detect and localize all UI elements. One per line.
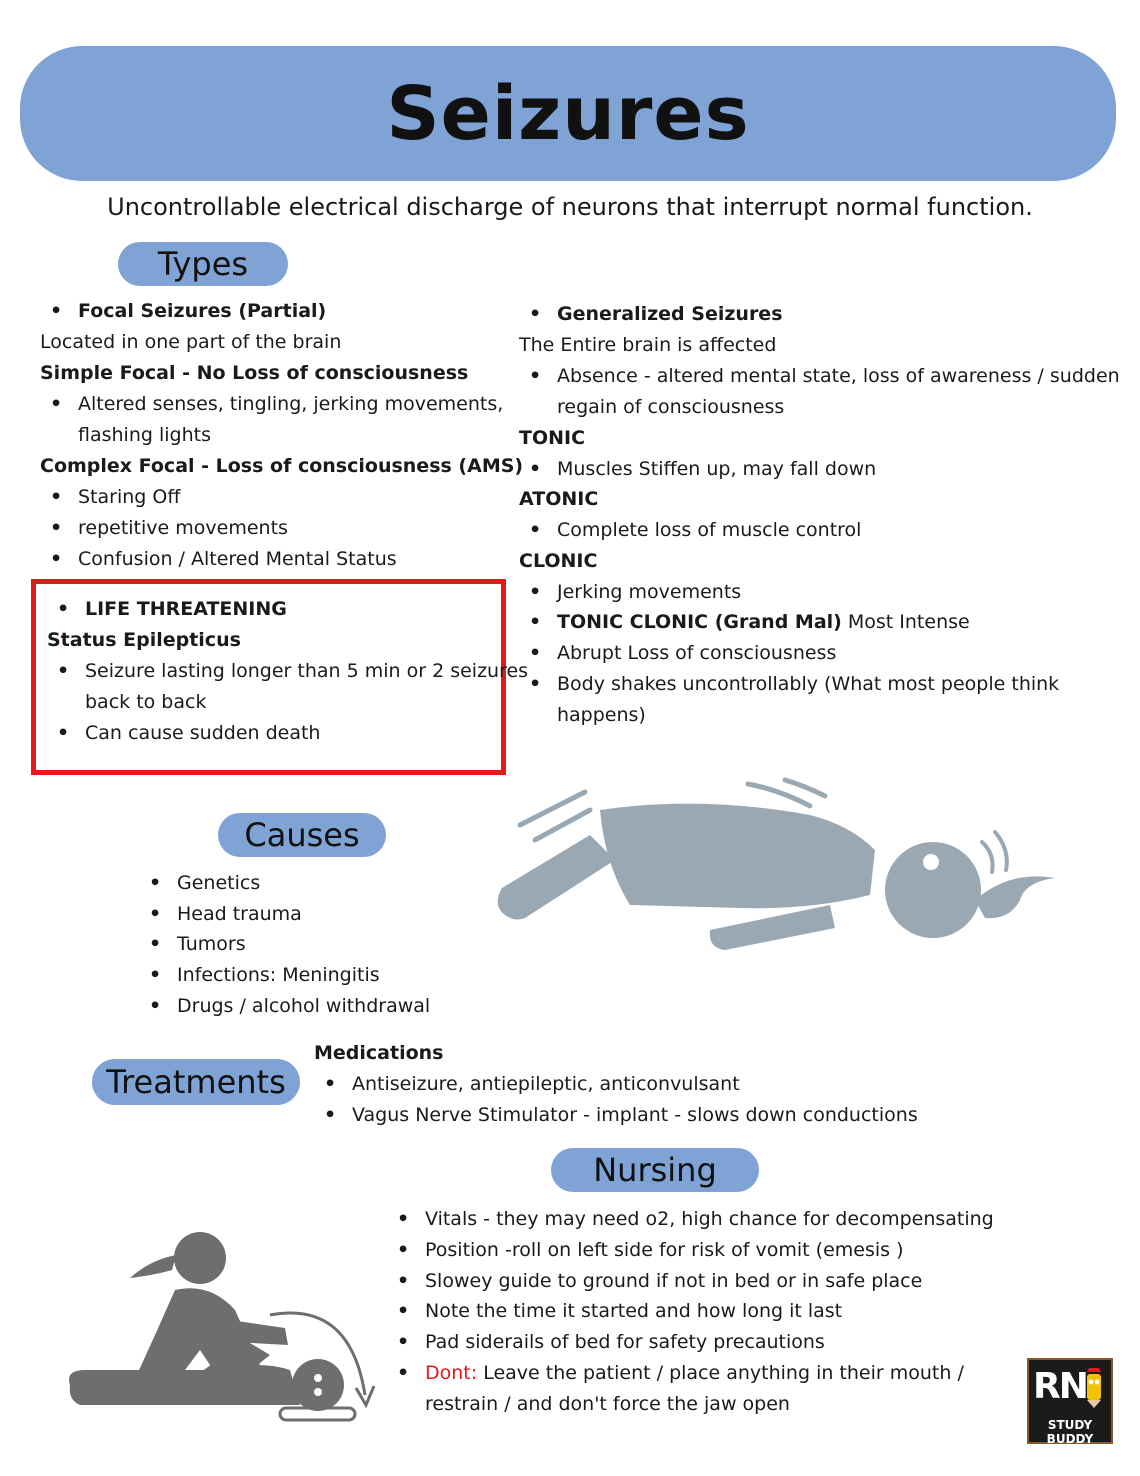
simple-focal-heading: Simple Focal - No Loss of consciousness [40, 362, 469, 384]
status-epilepticus-item: • Can cause sudden death [47, 718, 320, 749]
atonic-item: • Complete loss of muscle control [519, 515, 861, 546]
complex-focal-heading: Complex Focal - Loss of consciousness (AMS) [40, 455, 524, 477]
page-subtitle: Uncontrollable electrical discharge of neurons that interrupt normal function. [107, 193, 1033, 221]
tonic-clonic-item [519, 607, 970, 638]
logo-study-buddy-text: STUDY BUDDY [1046, 1418, 1094, 1446]
treatment-item: • Antiseizure, antiepileptic, anticonvulsant [314, 1069, 740, 1100]
status-epilepticus-heading: Status Epilepticus [47, 629, 241, 651]
page-title: Seizures [386, 70, 750, 157]
tonic-clonic-label: TONIC CLONIC (Grand Mal) [557, 611, 842, 633]
dont-label: Dont: [425, 1362, 478, 1384]
generalized-bullet: • Generalized Seizures [519, 299, 783, 330]
focal-desc: Located in one part of the brain [40, 331, 342, 353]
absence-item: • Absence - altered mental state, loss of awareness / sudden [519, 361, 1120, 392]
simple-focal-item-cont: flashing lights [78, 424, 211, 446]
tonic-clonic-rest: Most Intense [841, 611, 970, 633]
abrupt-item: • Abrupt Loss of consciousness [519, 638, 836, 669]
nursing-heading: Nursing [551, 1148, 759, 1192]
pencil-mascot-icon [1079, 1368, 1109, 1408]
cause-item: • Head trauma [139, 899, 302, 930]
cause-item: • Genetics [139, 868, 260, 899]
complex-focal-item: • Staring Off [40, 482, 180, 513]
treatments-heading: Treatments [92, 1059, 300, 1105]
causes-heading: Causes [218, 813, 386, 857]
body-shakes-item: • Body shakes uncontrollably (What most people think [519, 669, 1059, 700]
nursing-item: • Vitals - they may need o2, high chance for decompensating [387, 1204, 994, 1235]
tonic-heading: TONIC [519, 427, 586, 449]
cause-item: • Infections: Meningitis [139, 960, 380, 991]
status-epilepticus-item-cont: back to back [85, 691, 207, 713]
focal-bullet: • Focal Seizures (Partial) [40, 296, 326, 327]
nursing-dont-item [387, 1358, 964, 1389]
nursing-dont-item-cont: restrain / and don't force the jaw open [425, 1393, 790, 1415]
nurse-assisting-illustration [60, 1220, 380, 1430]
absence-item-cont: regain of consciousness [557, 396, 785, 418]
cause-item: • Tumors [139, 929, 246, 960]
life-threatening-bullet: • LIFE THREATENING [47, 594, 287, 625]
complex-focal-item: • repetitive movements [40, 513, 288, 544]
status-epilepticus-item: • Seizure lasting longer than 5 min or 2 seizures [47, 656, 528, 687]
body-shakes-item-cont: happens) [557, 704, 646, 726]
clonic-item: • Jerking movements [519, 577, 741, 608]
simple-focal-item: • Altered senses, tingling, jerking movements, [40, 389, 503, 420]
seizing-person-illustration [480, 770, 1080, 960]
tonic-item: • Muscles Stiffen up, may fall down [519, 454, 876, 485]
cause-item: • Drugs / alcohol withdrawal [139, 991, 430, 1022]
treatment-item: • Vagus Nerve Stimulator - implant - slows down conductions [314, 1100, 918, 1131]
nursing-item: • Slowey guide to ground if not in bed or in safe place [387, 1266, 922, 1297]
generalized-desc: The Entire brain is affected [519, 334, 777, 356]
types-heading: Types [118, 242, 288, 286]
atonic-heading: ATONIC [519, 488, 599, 510]
nursing-item: • Position -roll on left side for risk of vomit (emesis ) [387, 1235, 904, 1266]
complex-focal-item: • Confusion / Altered Mental Status [40, 544, 397, 575]
nursing-item: • Note the time it started and how long it last [387, 1296, 842, 1327]
logo-rn-text: RN [1033, 1366, 1087, 1407]
rn-study-buddy-logo [1027, 1358, 1113, 1444]
dont-text: Leave the patient / place anything in their mouth / [477, 1362, 964, 1384]
nursing-item: • Pad siderails of bed for safety precautions [387, 1327, 825, 1358]
title-banner [20, 46, 1116, 181]
clonic-heading: CLONIC [519, 550, 598, 572]
medications-heading: Medications [314, 1042, 444, 1064]
